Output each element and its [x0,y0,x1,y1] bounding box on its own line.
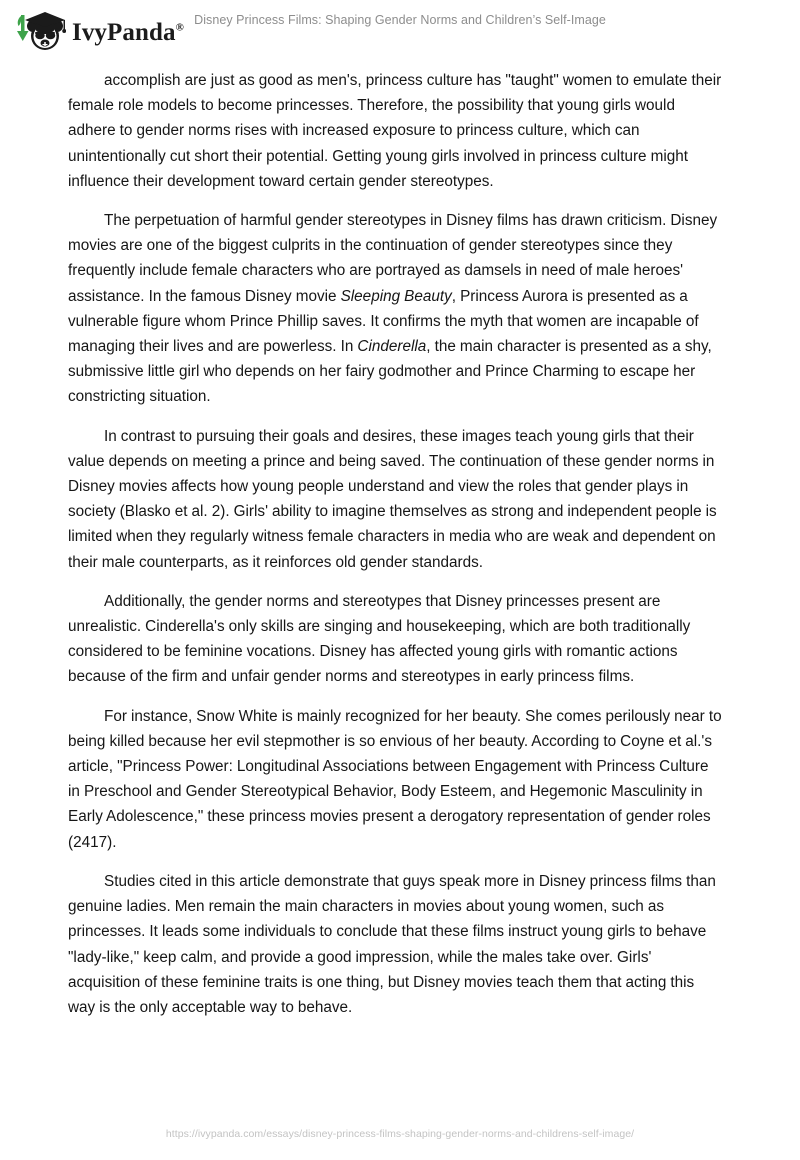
source-url-link[interactable]: https://ivypanda.com/essays/disney-princess-films-shaping-gender-norms-and-childrens-self-image/ [165,1128,635,1140]
body-paragraph [68,424,722,575]
page-header [0,0,800,62]
paragraph-text: Additionally, the gender norms and stereotypes that Disney princesses present are unrealistic. Cinderella's only skills are singing and housekeeping, which are both traditionally considered to be feminine vocations. Disney has affected young girls with romantic actions because of the firm and unfair gender norms and stereotypes in early princess films. [68,592,691,686]
body-paragraph [68,869,722,1020]
paragraph-text: The perpetuation of harmful gender stereotypes in Disney films has drawn criticism. Disney movies are one of the biggest culprits in the continuation of gender stereotypes since they frequently include female characters who are portrayed as damsels in need of male heroes' assistance. In the famous Disney movie [68,212,718,305]
page-footer [0,1124,800,1142]
registered-mark: ® [175,21,184,34]
paragraph-text: , the main character is presented as a shy, submissive little girl who depends on her fairy godmother and Prince Charming to escape her constricting situation. [68,338,712,406]
body-paragraph [68,208,722,410]
italic-title-text: Sleeping Beauty [340,287,452,305]
paragraph-text: accomplish are just as good as men's, princess culture has "taught" women to emulate their female role models to become princesses. Therefore, the possibility that young girls would adhere to gender norms rises with increased exposure to princess culture, which can unintentionally cut short their potential. Getting young girls involved in princess culture might influence their development toward certain gender stereotypes. [68,72,722,190]
document-body [68,68,722,1034]
document-title: Disney Princess Films: Shaping Gender Norms and Children’s Self-Image [194,13,606,27]
body-paragraph [68,704,722,855]
brand-name-text: IvyPanda [72,18,176,46]
paragraph-text: , Princess Aurora is presented as a vulnerable figure whom Prince Phillip saves. It confirms the myth that women are incapable of managing their lives and are powerless. In [68,287,699,356]
italic-title-text: Cinderella [357,338,427,356]
body-paragraph [68,589,722,690]
paragraph-text: In contrast to pursuing their goals and desires, these images teach young girls that their value depends on meeting a prince and being saved. The continuation of these gender norms in Disney movies affects how young people understand and view the roles that gender plays in society (Blasko et al. 2). Girls' ability to imagine themselves as strong and independent people is limited when they regularly witness female characters in media who are weak and dependent on their male counterparts, as it reinforces old gender standards. [68,427,717,571]
body-paragraph [68,68,722,194]
paragraph-text: For instance, Snow White is mainly recognized for her beauty. She comes perilously near to being killed because her evil stepmother is so envious of her beauty. According to Coyne et al.'s article, "Princess Power: Longitudinal Associations between Engagement with Princess Culture in Preschool and Gender Stereotypical Behavior, Body Esteem, and Hegemonic Masculinity in Early Adolescence," these princess movies present a derogatory representation of gender roles (2417). [68,707,722,851]
paragraph-text: Studies cited in this article demonstrate that guys speak more in Disney princess films than genuine ladies. Men remain the main characters in movies about young women, such as princesses. It leads some individuals to conclude that these films instruct young girls to behave "lady-like," keep calm, and provide a good impression, while the males take over. Girls' acquisition of these feminine traits is one thing, but Disney movies teach them that acting this way is the only acceptable way to behave. [68,872,716,1016]
